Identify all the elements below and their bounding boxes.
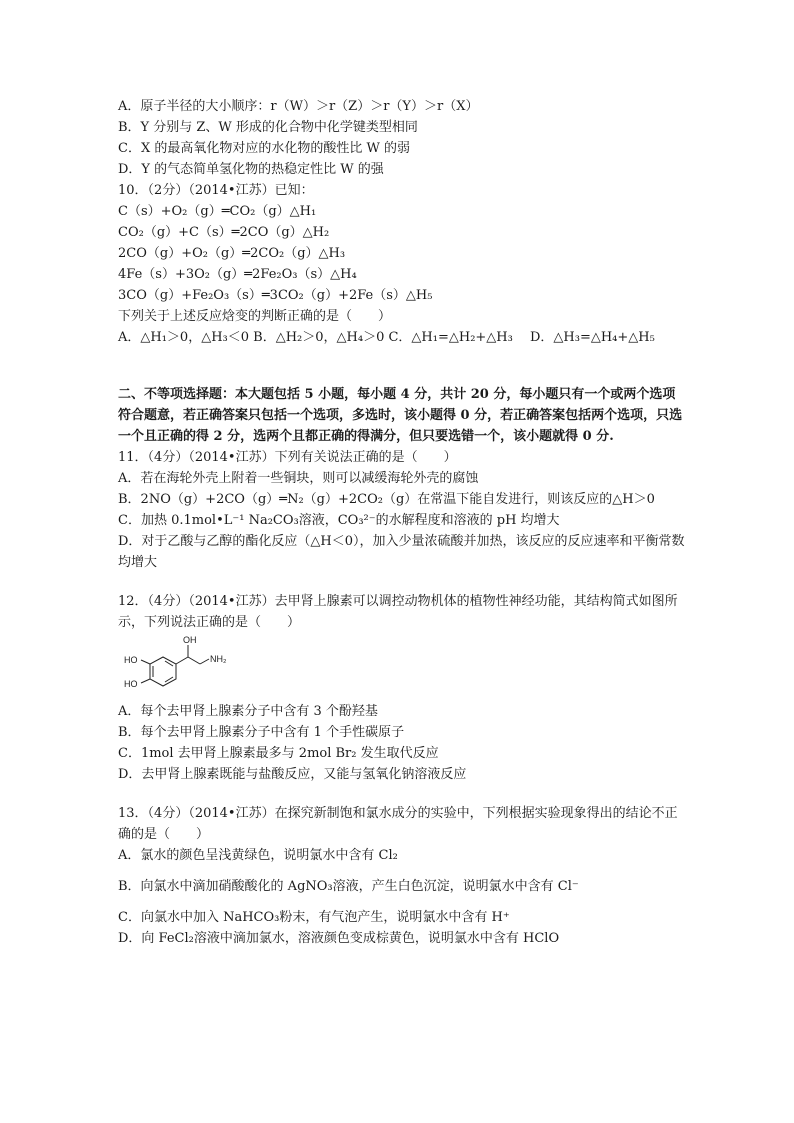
struct-label-ho-1: HO <box>124 655 138 665</box>
q13-option-c: C．向氯水中加入 NaHCO₃粉末，有气泡产生，说明氯水中含有 H⁺ <box>118 910 510 925</box>
section-2-heading: 二、不等项选择题：本大题包括 5 小题，每小题 4 分，共计 20 分，每小题只有一个或两个选项符合题意，若正确答案只包括一个选项，多选时，该小题得 0 分，若正确答案包括两个选项，只选一个且正确的得 2 分，选两个且都正确的得满分，但只要选错一个，该小题就得 0 分. <box>118 387 683 444</box>
q10-question: 下列关于上述反应焓变的判断正确的是（ ） <box>118 309 392 324</box>
q10-reaction-1: C（s）+O₂（g）═CO₂（g）△H₁ <box>118 204 317 219</box>
q10-reaction-2: CO₂（g）+C（s）═2CO（g）△H₂ <box>118 225 330 240</box>
q13-option-d: D．向 FeCl₂溶液中滴加氯水，溶液颜色变成棕黄色，说明氯水中含有 HClO <box>118 931 560 946</box>
q9-option-b: B．Y 分别与 Z、W 形成的化合物中化学键类型相同 <box>118 120 418 135</box>
q10-reaction-3: 2CO（g）+O₂（g）═2CO₂（g）△H₃ <box>118 246 346 261</box>
q13-option-b: B．向氯水中滴加硝酸酸化的 AgNO₃溶液，产生白色沉淀，说明氯水中含有 Cl⁻ <box>118 879 579 894</box>
q9-option-a: A．原子半径的大小顺序：r（W）＞r（Z）＞r（Y）＞r（X） <box>118 99 479 114</box>
q12-stem: 12．（4分）（2014•江苏）去甲肾上腺素可以调控动物机体的植物性神经功能，其结构简式如图所示，下列说法正确的是（ ） <box>118 594 678 630</box>
q11-stem: 11．（4分）（2014•江苏）下列有关说法正确的是（ ） <box>118 450 457 465</box>
struct-label-oh: OH <box>183 635 197 645</box>
q10-stem: 10．（2分）（2014•江苏）已知： <box>118 183 314 198</box>
q12-option-d: D．去甲肾上腺素既能与盐酸反应，又能与氢氧化钠溶液反应 <box>118 767 467 782</box>
struct-label-nh2: NH₂ <box>210 654 227 664</box>
exam-page <box>118 96 688 949</box>
norepinephrine-structure <box>118 635 688 699</box>
q13-stem: 13．（4分）（2014•江苏）在探究新制饱和氯水成分的实验中，下列根据实验现象得出的结论不正确的是（ ） <box>118 806 678 842</box>
q11-option-c: C．加热 0.1mol•L⁻¹ Na₂CO₃溶液，CO₃²⁻的水解程度和溶液的 pH 均增大 <box>118 513 560 528</box>
q12-option-a: A．每个去甲肾上腺素分子中含有 3 个酚羟基 <box>118 704 378 719</box>
q9-option-c: C．X 的最高氧化物对应的水化物的酸性比 W 的弱 <box>118 141 410 156</box>
q12-option-c: C．1mol 去甲肾上腺素最多与 2mol Br₂ 发生取代反应 <box>118 746 439 761</box>
q11-option-b: B．2NO（g）+2CO（g）═N₂（g）+2CO₂（g）在常温下能自发进行，则该反应的△H＞0 <box>118 492 655 507</box>
q13-option-a: A．氯水的颜色呈浅黄绿色，说明氯水中含有 Cl₂ <box>118 848 398 863</box>
q10-options: A．△H₁＞0，△H₃＜0 B．△H₂＞0，△H₄＞0 C．△H₁=△H₂+△H₃ D．△H₃=△H₄+△H₅ <box>118 330 655 345</box>
q12-option-b: B．每个去甲肾上腺素分子中含有 1 个手性碳原子 <box>118 725 405 740</box>
q11-option-a: A．若在海轮外壳上附着一些铜块，则可以减缓海轮外壳的腐蚀 <box>118 471 479 486</box>
q10-reaction-4: 4Fe（s）+3O₂（g）═2Fe₂O₃（s）△H₄ <box>118 267 357 282</box>
structure-diagram <box>118 635 248 699</box>
q11-option-d: D．对于乙酸与乙醇的酯化反应（△H＜0），加入少量浓硫酸并加热，该反应的反应速率和平衡常数均增大 <box>118 534 685 570</box>
q9-option-d: D．Y 的气态简单氢化物的热稳定性比 W 的强 <box>118 162 384 177</box>
q10-reaction-5: 3CO（g）+Fe₂O₃（s）═3CO₂（g）+2Fe（s）△H₅ <box>118 288 433 303</box>
struct-label-ho-2: HO <box>124 679 138 689</box>
